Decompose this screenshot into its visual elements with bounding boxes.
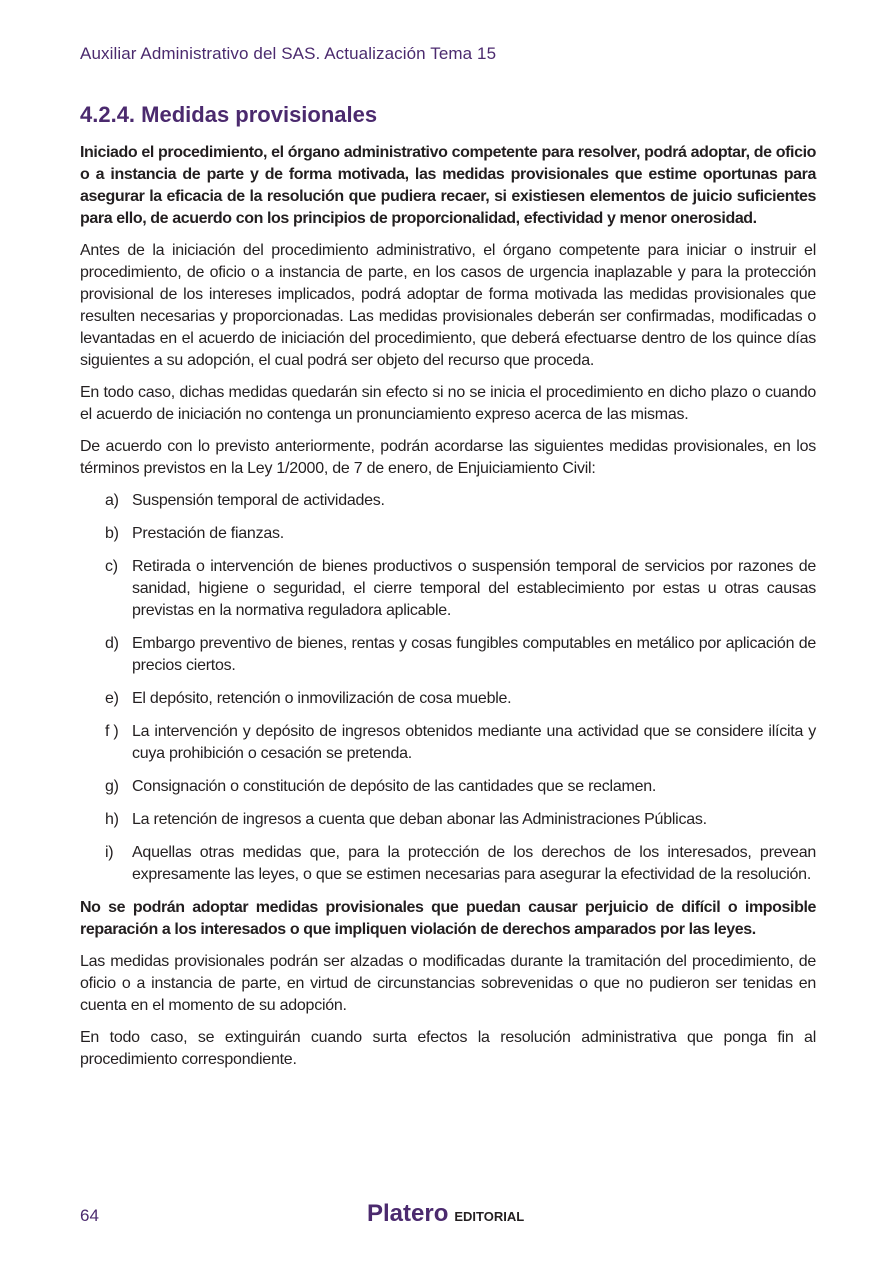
list-item (80, 842, 816, 886)
list-marker: c) (105, 558, 118, 575)
list-text: Prestación de fianzas. (132, 525, 284, 542)
list-item (80, 809, 816, 831)
section-heading: 4.2.4. Medidas provisionales (80, 102, 378, 127)
list-item (80, 556, 816, 622)
list-marker: e) (105, 690, 119, 707)
paragraph: Antes de la iniciación del procedimiento administrativo, el órgano competente para iniciar o instruir el procedimiento, de oficio o a instancia de parte, en los casos de urgencia inaplazable y para la protección provisional de los intereses implicados, podrá adoptar de forma motivada las medidas provisionales que resulten necesarias y proporcionadas. Las medidas provisionales deberán ser confirmadas, modificadas o levantadas en el acuerdo de iniciación del procedimiento, que deberá efectuarse dentro de los quince días siguientes a su adopción, el cual podrá ser objeto del recurso que proceda. (80, 242, 816, 369)
list-item (80, 523, 816, 545)
logo-name: Platero (367, 1200, 449, 1227)
paragraph: Las medidas provisionales podrán ser alzadas o modificadas durante la tramitación del procedimiento, de oficio o a instancia de parte, en virtud de circunstancias sobrevenidas o que no pudieron ser tenidas en cuenta en el momento de su adopción. (80, 953, 816, 1014)
list-item (80, 721, 816, 765)
list-text: La retención de ingresos a cuenta que deban abonar las Administraciones Públicas. (132, 811, 707, 828)
list-marker: d) (105, 635, 119, 652)
list-marker: a) (105, 492, 119, 509)
paragraph: En todo caso, se extinguirán cuando surta efectos la resolución administrativa que ponga fin al procedimiento correspondiente. (80, 1029, 816, 1068)
paragraph: Iniciado el procedimiento, el órgano administrativo competente para resolver, podrá adoptar, de oficio o a instancia de parte y de forma motivada, las medidas provisionales que estime oportunas para asegurar la eficacia de la resolución que pudiera recaer, si existiesen elementos de juicio suficientes para ello, de acuerdo con los principios de proporcionalidad, efectividad y menor onerosidad. (80, 144, 816, 227)
publisher-logo (367, 1200, 524, 1228)
list-item (80, 688, 816, 710)
measures-list (80, 490, 816, 886)
list-item (80, 490, 816, 512)
logo-sub: EDITORIAL (454, 1209, 525, 1224)
paragraph: No se podrán adoptar medidas provisionales que puedan causar perjuicio de difícil o imposible reparación a los interesados o que impliquen violación de derechos amparados por las leyes. (80, 899, 816, 938)
page-number: 64 (80, 1206, 99, 1225)
list-marker: b) (105, 525, 119, 542)
list-item (80, 776, 816, 798)
list-text: El depósito, retención o inmovilización de cosa mueble. (132, 690, 512, 707)
paragraph: En todo caso, dichas medidas quedarán sin efecto si no se inicia el procedimiento en dicho plazo o cuando el acuerdo de iniciación no contenga un pronunciamiento expreso acerca de las mismas. (80, 384, 816, 423)
list-text: Suspensión temporal de actividades. (132, 492, 385, 509)
list-marker: h) (105, 811, 119, 828)
list-text: Retirada o intervención de bienes productivos o suspensión temporal de servicios por razones de sanidad, higiene o seguridad, el cierre temporal del establecimiento por estas u otras causas previstas en la normativa reguladora aplicable. (132, 558, 816, 619)
paragraph: De acuerdo con lo previsto anteriormente, podrán acordarse las siguientes medidas provisionales, en los términos previstos en la Ley 1/2000, de 7 de enero, de Enjuiciamiento Civil: (80, 438, 816, 477)
list-marker: i) (105, 844, 114, 861)
page-content (80, 102, 816, 1081)
list-item (80, 633, 816, 677)
list-text: La intervención y depósito de ingresos obtenidos mediante una actividad que se considere ilícita y cuya prohibición o cesación se pretenda. (132, 723, 816, 762)
list-text: Aquellas otras medidas que, para la protección de los derechos de los interesados, prevean expresamente las leyes, o que se estimen necesarias para asegurar la efectividad de la resolución. (132, 844, 816, 883)
running-header: Auxiliar Administrativo del SAS. Actualización Tema 15 (80, 44, 497, 63)
list-marker: g) (105, 778, 119, 795)
list-text: Embargo preventivo de bienes, rentas y cosas fungibles computables en metálico por aplicación de precios ciertos. (132, 635, 816, 674)
list-marker: f ) (105, 723, 119, 740)
list-text: Consignación o constitución de depósito de las cantidades que se reclamen. (132, 778, 657, 795)
